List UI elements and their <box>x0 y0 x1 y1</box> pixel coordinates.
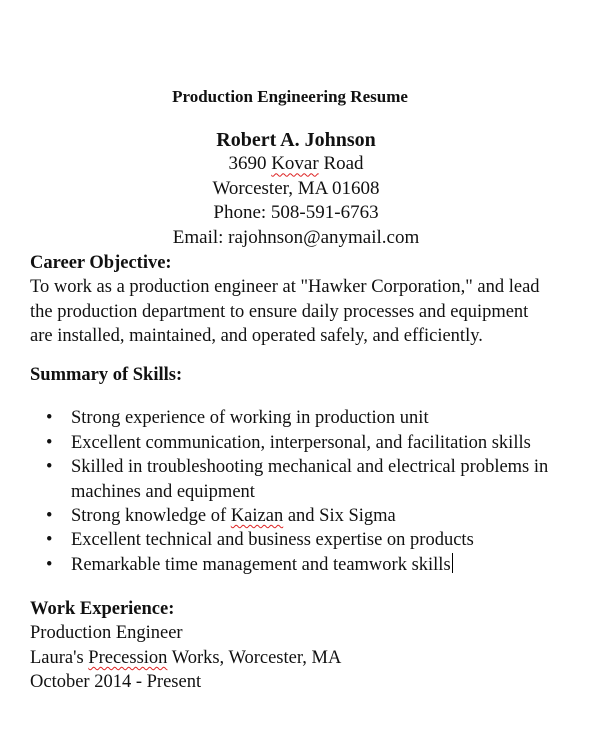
job-position: Production Engineer <box>30 623 183 644</box>
skill-text: Skilled in troubleshooting mechanical and electrical problems in <box>71 457 549 478</box>
bullet-icon: • <box>46 530 53 551</box>
text-cursor <box>452 553 454 573</box>
career-objective-line-2: the production department to ensure daily processes and equipment <box>30 301 529 322</box>
bullet-icon: • <box>46 506 53 527</box>
job-company <box>30 646 570 670</box>
company-suffix: Works, Worcester, MA <box>171 647 342 668</box>
summary-of-skills-heading: Summary of Skills: <box>30 365 183 385</box>
city-state-zip: Worcester, MA 01608 <box>212 177 380 199</box>
career-objective-line-3: are installed, maintained, and operated safely, and efficiently. <box>30 326 483 347</box>
candidate-name: Robert A. Johnson <box>216 129 376 151</box>
bullet-icon: • <box>46 432 53 453</box>
skill-text: Excellent technical and business expertise on products <box>71 530 474 551</box>
company-prefix: Laura's <box>30 647 84 668</box>
work-experience-heading: Work Experience: <box>30 599 175 619</box>
job-dates: October 2014 - Present <box>30 672 202 693</box>
list-item <box>30 553 570 577</box>
street-suffix: Road <box>323 153 364 175</box>
skill-term-misspelled: Kaizan <box>230 506 284 527</box>
skills-list <box>30 406 570 577</box>
company-word-misspelled: Precession <box>88 647 168 668</box>
list-item <box>30 455 570 504</box>
work-experience-section <box>30 597 570 695</box>
career-objective-section <box>30 251 570 349</box>
bullet-icon: • <box>46 408 53 429</box>
skill-text: Excellent communication, interpersonal, and facilitation skills <box>71 432 531 453</box>
list-item <box>30 431 570 455</box>
skill-text-prefix: Strong knowledge of <box>71 506 227 527</box>
street-name-misspelled: Kovar <box>271 153 319 175</box>
street-number: 3690 <box>228 153 267 175</box>
bullet-icon: • <box>46 554 53 575</box>
document-title: Production Engineering Resume <box>172 87 408 106</box>
summary-of-skills-section <box>30 363 570 577</box>
phone-line: Phone: 508-591-6763 <box>213 202 379 224</box>
skill-text-suffix: and Six Sigma <box>287 506 396 527</box>
skill-text-continued: machines and equipment <box>71 481 255 502</box>
career-objective-heading: Career Objective: <box>30 253 172 273</box>
career-objective-line-1: To work as a production engineer at "Hawker Corporation," and lead <box>30 277 540 298</box>
skill-text: Remarkable time management and teamwork skills <box>71 554 451 575</box>
email-line: Email: rajohnson@anymail.com <box>172 226 420 248</box>
bullet-icon: • <box>46 457 53 478</box>
street-address <box>0 152 592 176</box>
contact-block <box>0 128 592 250</box>
list-item <box>30 406 570 430</box>
list-item <box>30 528 570 552</box>
list-item <box>30 504 570 528</box>
skill-text: Strong experience of working in production unit <box>71 408 429 429</box>
